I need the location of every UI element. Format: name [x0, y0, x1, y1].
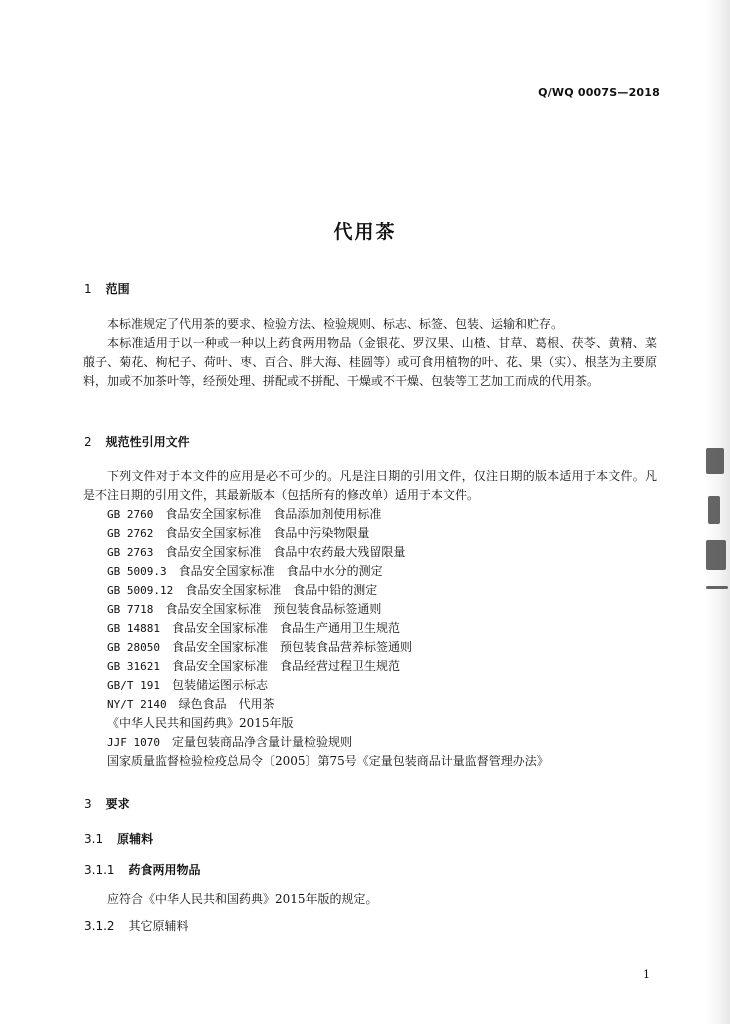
- reference-item: [107, 581, 549, 600]
- reference-code: NY/T 2140: [107, 698, 167, 711]
- reference-title: 食品安全国家标准 预包装食品营养标签通则: [172, 640, 413, 654]
- scan-artifact: [706, 448, 724, 474]
- reference-code: GB 2760: [107, 508, 154, 521]
- reference-title: 包装储运图示标志: [172, 678, 269, 692]
- reference-item: [107, 657, 549, 676]
- section-label: 规范性引用文件: [105, 435, 190, 449]
- reference-title: 绿色食品 代用茶: [178, 697, 275, 711]
- reference-item: [107, 505, 549, 524]
- reference-title: 食品安全国家标准 食品中铅的测定: [185, 583, 378, 597]
- scan-artifact: [708, 496, 720, 524]
- medicinal-food-requirement: 应符合《中华人民共和国药典》2015年版的规定。: [107, 892, 378, 906]
- reference-title: 食品安全国家标准 食品中污染物限量: [165, 526, 370, 540]
- section-heading-other-materials: [84, 917, 189, 934]
- reference-code: GB 5009.12: [107, 584, 174, 597]
- reference-item: [107, 524, 549, 543]
- section-heading-raw-materials: [84, 830, 153, 847]
- reference-code: GB/T 191: [107, 679, 160, 692]
- reference-item: [107, 714, 549, 733]
- standard-code: Q/WQ 0007S—2018: [538, 86, 660, 99]
- scan-artifact: [706, 586, 728, 589]
- document-title: 代用茶: [333, 221, 397, 243]
- section-number: 3.1.2: [84, 919, 115, 933]
- section-heading-normative-references: [84, 433, 190, 450]
- section-number: 1: [84, 282, 92, 296]
- reference-code: GB 2762: [107, 527, 154, 540]
- reference-title: 食品安全国家标准 食品经营过程卫生规范: [172, 659, 401, 673]
- scope-paragraph-2: 本标准适用于以一种或一种以上药食两用物品（金银花、罗汉果、山楂、甘草、葛根、茯苓、黄精、菜菔子、菊花、枸杞子、荷叶、枣、百合、胖大海、桂圆等）或可食用植物的叶、花、果（实）、根茎为主要原料，加或不加茶叶等，经预处理、拼配或不拼配、干燥或不干燥、包装等工艺加工而成的代用茶。: [83, 336, 657, 388]
- reference-code: GB 5009.3: [107, 565, 167, 578]
- reference-item: [107, 638, 549, 657]
- reference-title: 食品安全国家标准 食品中农药最大残留限量: [165, 545, 406, 559]
- section-label: 原辅料: [117, 832, 154, 846]
- reference-item: [107, 562, 549, 581]
- section-label: 要求: [105, 797, 130, 811]
- section-number: 3: [84, 797, 92, 811]
- reference-title: 食品安全国家标准 预包装食品标签通则: [165, 602, 382, 616]
- section-label: 药食两用物品: [128, 863, 201, 877]
- reference-title: 食品安全国家标准 食品添加剂使用标准: [165, 507, 382, 521]
- reference-item: [107, 600, 549, 619]
- reference-code: GB 7718: [107, 603, 154, 616]
- reference-title: 食品安全国家标准 食品中水分的测定: [178, 564, 383, 578]
- page-number: 1: [643, 968, 650, 981]
- reference-title: 食品安全国家标准 食品生产通用卫生规范: [172, 621, 401, 635]
- section-number: 3.1.1: [84, 863, 115, 877]
- scope-body: [83, 315, 657, 391]
- section-label: 范围: [105, 282, 130, 296]
- normative-intro-text: 下列文件对于本文件的应用是必不可少的。凡是注日期的引用文件，仅注日期的版本适用于本文件。凡是不注日期的引用文件，其最新版本（包括所有的修改单）适用于本文件。: [83, 469, 657, 502]
- section-number: 2: [84, 435, 92, 449]
- reference-item: [107, 676, 549, 695]
- reference-code: GB 14881: [107, 622, 160, 635]
- reference-item: [107, 695, 549, 714]
- section-number: 3.1: [84, 832, 104, 846]
- scope-paragraph-1: 本标准规定了代用茶的要求、检验方法、检验规则、标志、标签、包装、运输和贮存。: [107, 317, 564, 331]
- reference-item: [107, 543, 549, 562]
- normative-intro: [83, 467, 657, 505]
- reference-title: 《中华人民共和国药典》2015年版: [107, 716, 294, 730]
- reference-code: JJF 1070: [107, 736, 160, 749]
- reference-code: GB 28050: [107, 641, 160, 654]
- scan-artifact: [706, 540, 726, 570]
- reference-code: GB 31621: [107, 660, 160, 673]
- section-heading-requirements: [84, 795, 130, 812]
- reference-title: 定量包装商品净含量计量检验规则: [172, 735, 353, 749]
- section-heading-scope: [84, 280, 130, 297]
- section-label: 其它原辅料: [128, 919, 189, 933]
- reference-title: 国家质量监督检验检疫总局令〔2005〕第75号《定量包装商品计量监督管理办法》: [107, 754, 549, 768]
- reference-item: [107, 733, 549, 752]
- reference-code: GB 2763: [107, 546, 154, 559]
- reference-item: [107, 619, 549, 638]
- reference-item: [107, 752, 549, 771]
- reference-list: [107, 505, 549, 771]
- section-heading-medicinal-food: [84, 861, 201, 878]
